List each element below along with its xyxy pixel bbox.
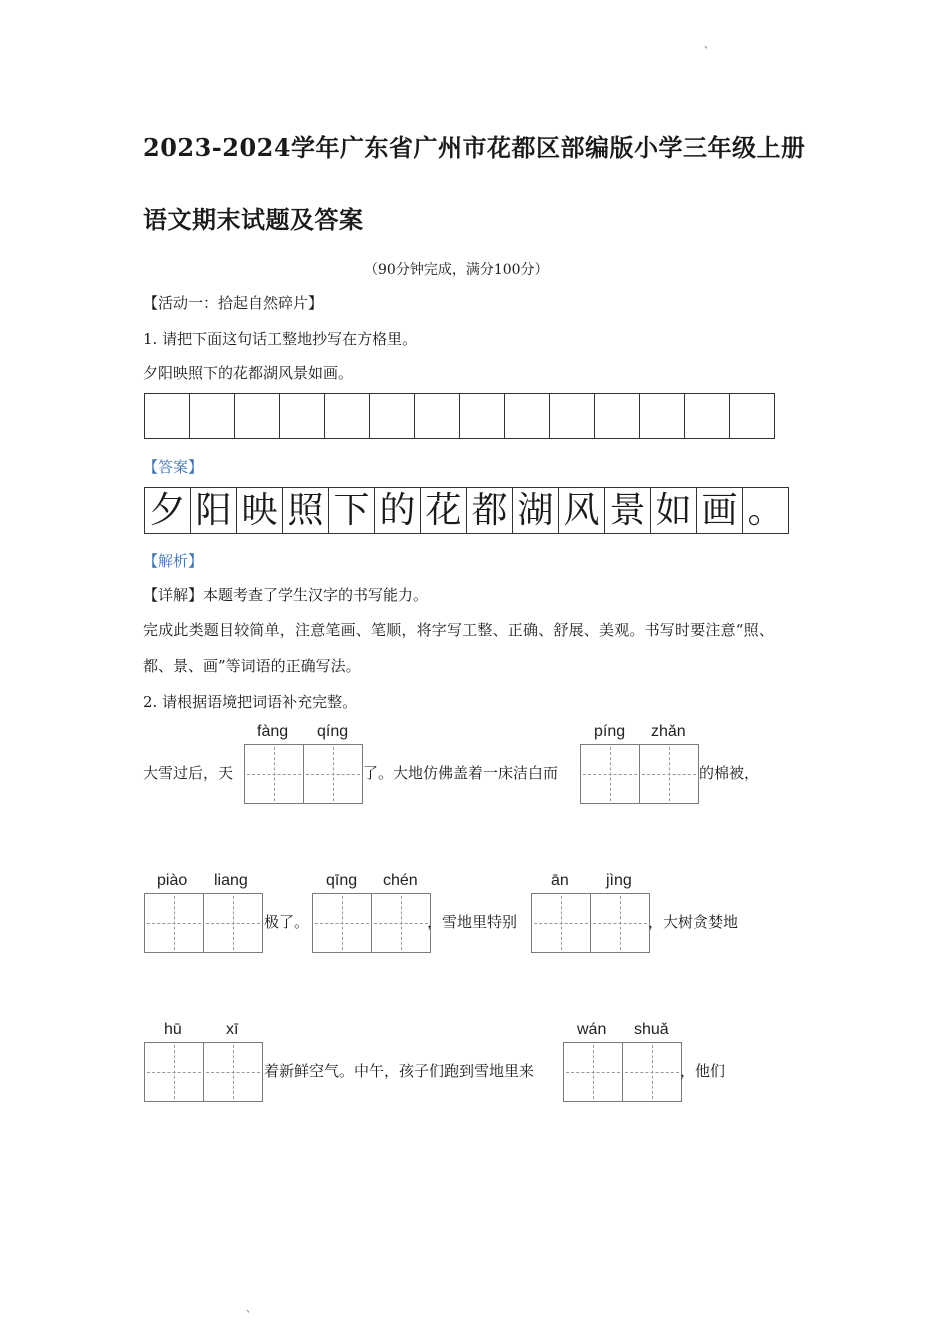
answer-char-cell: 都 — [466, 487, 513, 534]
explain-line-1: 完成此类题目较简单，注意笔画、笔顺，将字写工整、正确、舒展、美观。书写时要注意“照、 — [143, 621, 775, 639]
writing-cell[interactable] — [549, 393, 595, 439]
tianzige-cell[interactable] — [203, 893, 263, 953]
tianzige-blank[interactable] — [531, 893, 648, 953]
tianzige-blank[interactable] — [580, 744, 697, 804]
writing-cell[interactable] — [729, 393, 775, 439]
pinyin-label: hū — [164, 1021, 182, 1038]
pinyin-label: píng — [594, 723, 626, 740]
writing-cell[interactable] — [639, 393, 685, 439]
answer-char-cell: 照 — [282, 487, 329, 534]
q1-prompt: 1. 请把下面这句话工整地抄写在方格里。 — [143, 330, 418, 348]
q1-writing-grid — [144, 393, 774, 439]
pinyin-label: qīng — [326, 872, 358, 889]
answer-char-cell: 夕 — [144, 487, 191, 534]
q2-prompt: 2. 请根据语境把词语补充完整。 — [143, 693, 358, 711]
tianzige-cell[interactable] — [622, 1042, 682, 1102]
tianzige-blank[interactable] — [144, 1042, 261, 1102]
q2-text: 的棉被， — [699, 764, 760, 782]
writing-cell[interactable] — [504, 393, 550, 439]
answer-char-cell: 花 — [420, 487, 467, 534]
writing-cell[interactable] — [324, 393, 370, 439]
tianzige-blank[interactable] — [563, 1042, 680, 1102]
answer-char-cell: 景 — [604, 487, 651, 534]
answer-char-cell: 阳 — [190, 487, 237, 534]
q1-sentence: 夕阳映照下的花都湖风景如画。 — [143, 364, 354, 382]
writing-cell[interactable] — [234, 393, 280, 439]
tianzige-cell[interactable] — [312, 893, 372, 953]
writing-cell[interactable] — [414, 393, 460, 439]
pinyin-label: chén — [383, 872, 418, 889]
answer-label: 【答案】 — [143, 458, 204, 476]
writing-cell[interactable] — [279, 393, 325, 439]
page-mark-bottom: 、 — [246, 1304, 256, 1315]
pinyin-label: zhǎn — [651, 723, 686, 740]
pinyin-label: shuǎ — [634, 1021, 669, 1038]
answer-char-cell: 如 — [650, 487, 697, 534]
tianzige-cell[interactable] — [203, 1042, 263, 1102]
pinyin-label: piào — [157, 872, 188, 889]
tianzige-cell[interactable] — [563, 1042, 623, 1102]
q2-text: 大雪过后，天 — [143, 764, 234, 782]
answer-char-cell: 映 — [236, 487, 283, 534]
exam-subtitle: （90分钟完成，满分100分） — [364, 262, 549, 278]
tianzige-blank[interactable] — [312, 893, 429, 953]
writing-cell[interactable] — [594, 393, 640, 439]
q2-text: 极了。 — [264, 913, 310, 931]
pinyin-label: qíng — [317, 723, 349, 740]
document-title-line1: 2023-2024学年广东省广州市花都区部编版小学三年级上册 — [143, 133, 806, 162]
tianzige-cell[interactable] — [590, 893, 650, 953]
tianzige-cell[interactable] — [371, 893, 431, 953]
q2-text: 着新鲜空气。中午，孩子们跑到雪地里来 — [264, 1062, 535, 1080]
page-mark-top: 、 — [704, 40, 714, 51]
writing-cell[interactable] — [459, 393, 505, 439]
tianzige-cell[interactable] — [244, 744, 304, 804]
q2-text: ，雪地里特别 — [427, 913, 518, 931]
q2-text: 了。大地仿佛盖着一床洁白而 — [363, 764, 559, 782]
q1-answer-grid — [144, 487, 788, 534]
answer-char-cell: 的 — [374, 487, 421, 534]
activity-heading: 【活动一：拾起自然碎片】 — [143, 294, 324, 312]
writing-cell[interactable] — [189, 393, 235, 439]
q2-text: ，大树贪婪地 — [648, 913, 739, 931]
tianzige-cell[interactable] — [531, 893, 591, 953]
explain-line-2: 都、景、画”等词语的正确写法。 — [143, 657, 361, 675]
detail-text: 【详解】本题考查了学生汉字的书写能力。 — [143, 586, 429, 604]
answer-char-cell: 。 — [742, 487, 789, 534]
document-title-line2: 语文期末试题及答案 — [143, 205, 364, 234]
pinyin-label: ān — [551, 872, 569, 889]
tianzige-cell[interactable] — [580, 744, 640, 804]
tianzige-cell[interactable] — [144, 1042, 204, 1102]
pinyin-label: fàng — [257, 723, 289, 740]
tianzige-blank[interactable] — [144, 893, 261, 953]
pinyin-label: wán — [577, 1021, 607, 1038]
writing-cell[interactable] — [144, 393, 190, 439]
tianzige-cell[interactable] — [639, 744, 699, 804]
writing-cell[interactable] — [684, 393, 730, 439]
analysis-label: 【解析】 — [143, 552, 204, 570]
pinyin-label: jìng — [606, 872, 632, 889]
pinyin-label: xī — [226, 1021, 239, 1038]
answer-char-cell: 风 — [558, 487, 605, 534]
answer-char-cell: 湖 — [512, 487, 559, 534]
tianzige-cell[interactable] — [303, 744, 363, 804]
answer-char-cell: 下 — [328, 487, 375, 534]
tianzige-cell[interactable] — [144, 893, 204, 953]
writing-cell[interactable] — [369, 393, 415, 439]
q2-text: ，他们 — [680, 1062, 726, 1080]
answer-char-cell: 画 — [696, 487, 743, 534]
pinyin-label: liang — [214, 872, 248, 889]
tianzige-blank[interactable] — [244, 744, 361, 804]
